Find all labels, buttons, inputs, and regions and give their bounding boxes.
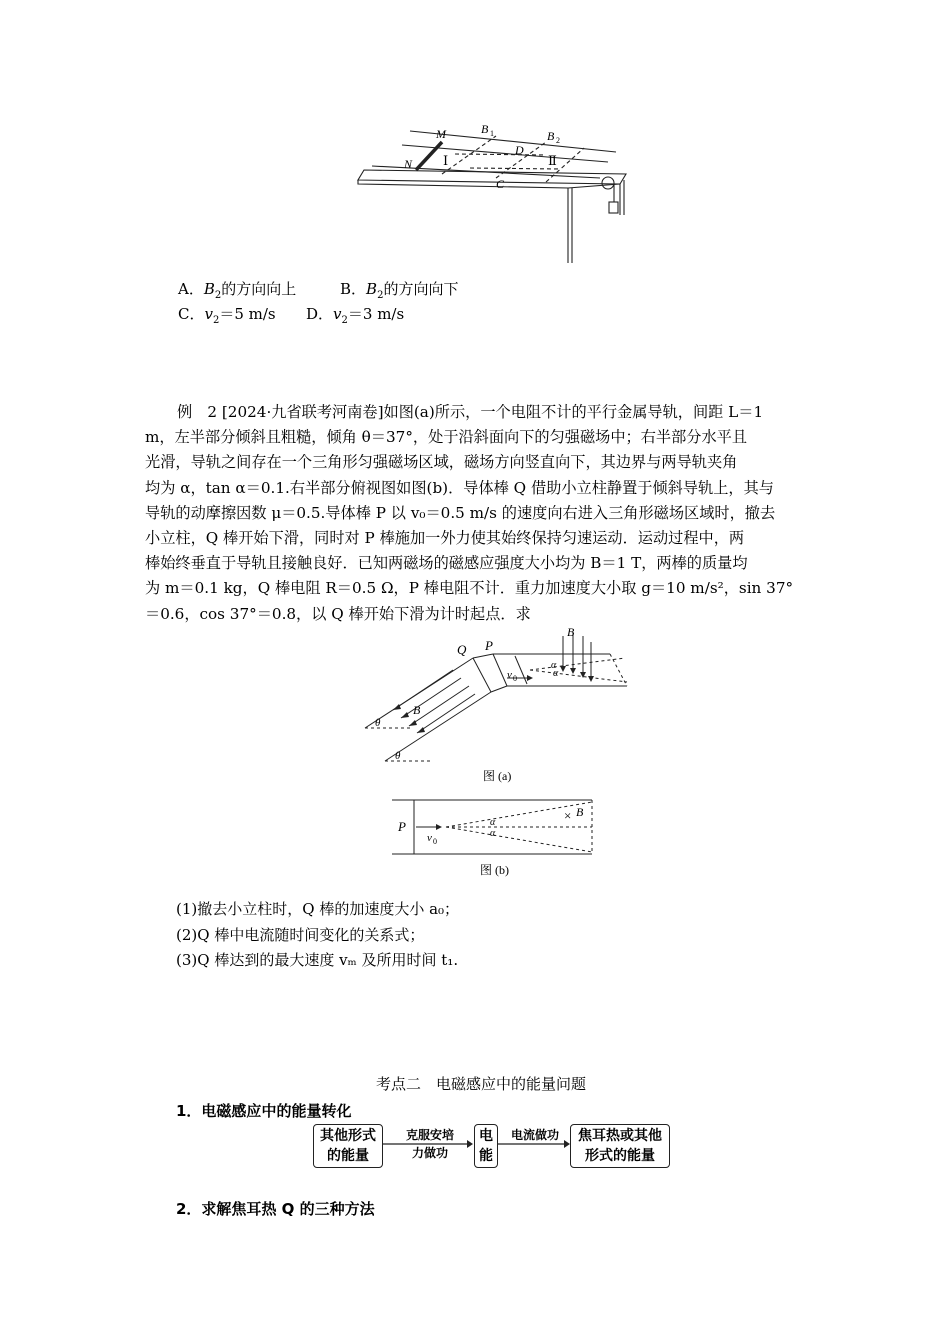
label-alpha-b: α bbox=[490, 817, 496, 828]
flow-arrow1-line1: 克服安培 bbox=[405, 1128, 454, 1142]
flow-box-electric-energy bbox=[474, 1124, 498, 1168]
question-3: (3)Q 棒达到的最大速度 vₘ 及所用时间 t₁. bbox=[176, 951, 459, 969]
option-a[interactable]: A．$B_2$的方向向上 bbox=[178, 280, 297, 301]
label-v0-sub: 0 bbox=[513, 674, 517, 683]
flow-box3-line1: 焦耳热或其他 bbox=[578, 1128, 662, 1144]
label-P: P bbox=[485, 638, 493, 653]
flow-box-joule-heat bbox=[570, 1124, 670, 1168]
option-c[interactable]: C．$v_2=5$ m/s bbox=[178, 305, 276, 326]
label-B2-sub: 2 bbox=[556, 136, 560, 145]
label-C: C bbox=[496, 177, 505, 191]
flow-box1-line2: 的能量 bbox=[327, 1148, 369, 1164]
label-P-b: P bbox=[398, 819, 406, 834]
example-line: 棒始终垂直于导轨且接触良好．已知两磁场的磁感应强度大小均为 B＝1 T，两棒的质量均 bbox=[145, 554, 748, 573]
flow-arrow-1 bbox=[383, 1138, 473, 1150]
option-b[interactable]: B．$B_2$的方向向下 bbox=[340, 280, 459, 301]
example-line: 光滑，导轨之间存在一个三角形匀强磁场区域，磁场方向竖直向下，其边界与两导轨夹角 bbox=[145, 453, 738, 472]
rail-table-figure bbox=[350, 118, 640, 266]
flow-arrow2-label: 电流做功 bbox=[510, 1128, 559, 1142]
label-v0-b: v bbox=[427, 832, 432, 844]
label-B: B bbox=[567, 628, 575, 639]
label-alpha-2: α bbox=[553, 668, 559, 679]
caption-a: 图 (a) bbox=[483, 769, 512, 783]
label-theta: θ bbox=[375, 717, 381, 729]
figure-b bbox=[388, 798, 598, 880]
cross-mark: × bbox=[564, 808, 572, 823]
flow-box1-line1: 其他形式 bbox=[320, 1128, 376, 1144]
question-1: (1)撤去小立柱时，Q 棒的加速度大小 a₀； bbox=[176, 900, 460, 918]
flow-arrow-2 bbox=[498, 1138, 570, 1150]
section-title: 考点二 电磁感应中的能量问题 bbox=[376, 1075, 587, 1093]
example-line: ＝0.6，cos 37°＝0.8，以 Q 棒开始下滑为计时起点．求 bbox=[145, 604, 531, 623]
option-d[interactable]: D．$v_2=3$ m/s bbox=[306, 305, 405, 326]
label-region-2: Ⅱ bbox=[548, 153, 557, 168]
label-theta-2: θ bbox=[395, 750, 401, 762]
flow-box2-line2: 能 bbox=[479, 1148, 493, 1164]
flow-box3-line2: 形式的能量 bbox=[585, 1148, 655, 1164]
flow-arrow1-line2: 力做功 bbox=[411, 1146, 448, 1160]
example-line: 为 m＝0.1 kg，Q 棒电阻 R＝0.5 Ω，P 棒电阻不计．重力加速度大小取 g＝10 m/s²，sin 37° bbox=[145, 579, 794, 598]
label-Q: Q bbox=[457, 642, 467, 657]
label-v0: v bbox=[507, 669, 512, 681]
label-B1: B bbox=[481, 122, 489, 136]
example-line: 均为 α，tan α＝0.1.右半部分俯视图如图(b)．导体棒 Q 借助小立柱静置于倾斜导轨上，其与 bbox=[145, 478, 774, 497]
label-B2: B bbox=[547, 129, 555, 143]
example-line: m，左半部分倾斜且粗糙，倾角 θ＝37°，处于沿斜面向下的匀强磁场中；右半部分水平且 bbox=[145, 428, 748, 447]
label-N: N bbox=[404, 157, 413, 171]
label-D: D bbox=[515, 143, 524, 157]
example-line: 导轨的动摩擦因数 μ＝0.5.导体棒 P 以 v₀＝0.5 m/s 的速度向右进入三角形磁场区域时，撤去 bbox=[145, 503, 776, 522]
label-B-b: B bbox=[576, 805, 584, 819]
caption-b: 图 (b) bbox=[480, 863, 509, 877]
flow-box2-line1: 电 bbox=[479, 1128, 493, 1144]
section-item-2: 2．求解焦耳热 Q 的三种方法 bbox=[176, 1200, 375, 1218]
flow-box-other-energy bbox=[313, 1124, 383, 1168]
label-v0-sub-b: 0 bbox=[433, 837, 437, 846]
label-alpha: α bbox=[551, 660, 557, 671]
example-line: 小立柱，Q 棒开始下滑，同时对 P 棒施加一外力使其始终保持匀速运动．运动过程中，两 bbox=[145, 529, 745, 548]
figure-a bbox=[355, 628, 645, 793]
section-item-1: 1．电磁感应中的能量转化 bbox=[176, 1102, 352, 1120]
label-region-1: Ⅰ bbox=[443, 153, 449, 168]
label-alpha-b-2: α bbox=[490, 828, 496, 839]
label-B-slope: B bbox=[413, 703, 421, 717]
questions-list bbox=[176, 897, 459, 974]
question-2: (2)Q 棒中电流随时间变化的关系式； bbox=[176, 925, 425, 944]
label-M: M bbox=[436, 127, 446, 141]
label-B1-sub: 1 bbox=[490, 129, 494, 138]
example-2-problem bbox=[145, 400, 810, 627]
example-line: 例 2 [2024·九省联考河南卷]如图(a)所示，一个电阻不计的平行金属导轨，间距 L＝1 bbox=[177, 403, 764, 421]
